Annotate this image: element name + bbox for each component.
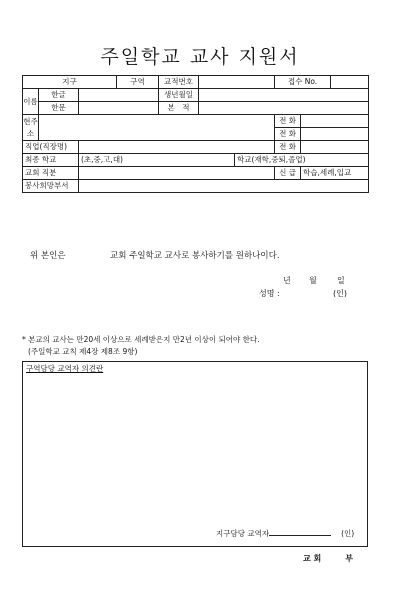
area-number-field[interactable]	[199, 76, 275, 89]
church-position-label: 교회 직분	[23, 167, 79, 180]
opinion-signature-line[interactable]	[269, 527, 331, 536]
opinion-signer-line	[216, 527, 354, 539]
phone-field-2[interactable]	[301, 128, 369, 141]
birth-date-field[interactable]	[199, 89, 369, 102]
phone-label-1: 전 화	[275, 115, 301, 128]
opinion-box[interactable]	[22, 361, 368, 547]
faith-options[interactable]: 학습,세례,입교	[301, 167, 369, 180]
pledge-part-2: 교회 주일학교 교사로 봉사하기를 원하나이다.	[110, 251, 280, 261]
phone-label-2: 전 화	[275, 128, 301, 141]
education-options[interactable]: (초,중,고,대)	[79, 154, 235, 167]
occupation-field[interactable]	[79, 141, 275, 154]
name-korean-label: 한글	[39, 89, 79, 102]
area-cell[interactable]	[117, 76, 159, 89]
faith-label: 신 급	[275, 167, 301, 180]
receipt-number-label: 접수 No.	[275, 76, 331, 89]
opinion-seal-mark: (인)	[341, 529, 355, 538]
pledge-statement	[30, 249, 280, 261]
occupation-label: 직업(직장명)	[23, 141, 79, 154]
footer-church-dept: 교 회 부	[303, 554, 353, 563]
note-line-2: (주일학교 교칙 제4장 제8조 9항)	[28, 347, 138, 356]
origin-field[interactable]	[199, 102, 369, 115]
birth-date-label: 생년월일	[159, 89, 199, 102]
eligibility-note	[22, 334, 260, 358]
signature-label: 성명 :	[259, 289, 280, 298]
name-hanja-label: 한문	[39, 102, 79, 115]
area-number-label: 교적번호	[159, 76, 199, 89]
district-label: 지구	[62, 77, 77, 86]
pledge-part-1: 위 본인은	[30, 251, 66, 261]
name-hanja-field[interactable]	[79, 102, 159, 115]
signature-seal-mark: (인)	[333, 289, 347, 298]
phone-field-1[interactable]	[301, 115, 369, 128]
phone-field-3[interactable]	[301, 141, 369, 154]
name-section-label: 이름	[23, 89, 39, 115]
opinion-title: 구역담당 교역자 의견란	[26, 364, 104, 373]
service-dept-field[interactable]	[79, 180, 369, 193]
receipt-number-field[interactable]	[331, 76, 369, 89]
phone-label-3: 전 화	[275, 141, 301, 154]
church-position-field[interactable]	[79, 167, 275, 180]
date-year-label: 년	[283, 276, 291, 285]
education-label: 최종 학교	[23, 154, 79, 167]
opinion-signer-label: 지구담당 교역자	[216, 529, 270, 538]
origin-label: 본 적	[159, 102, 199, 115]
form-title: 주일학교 교사 지원서	[100, 46, 300, 68]
education-status[interactable]: 학교(재학,중퇴,졸업)	[235, 154, 369, 167]
address-field[interactable]	[39, 115, 275, 141]
area-label: 구역	[130, 77, 145, 86]
applicant-info-table	[22, 75, 369, 193]
district-cell[interactable]	[23, 76, 117, 89]
name-korean-field[interactable]	[79, 89, 159, 102]
date-month-label: 월	[309, 276, 317, 285]
note-line-1: * 본교의 교사는 만20세 이상으로 세례받은지 만2년 이상이 되어야 한다.	[22, 335, 260, 344]
date-day-label: 일	[337, 276, 345, 285]
address-section-label: 현주소	[23, 115, 39, 141]
service-dept-label: 봉사희망부서	[23, 180, 79, 193]
